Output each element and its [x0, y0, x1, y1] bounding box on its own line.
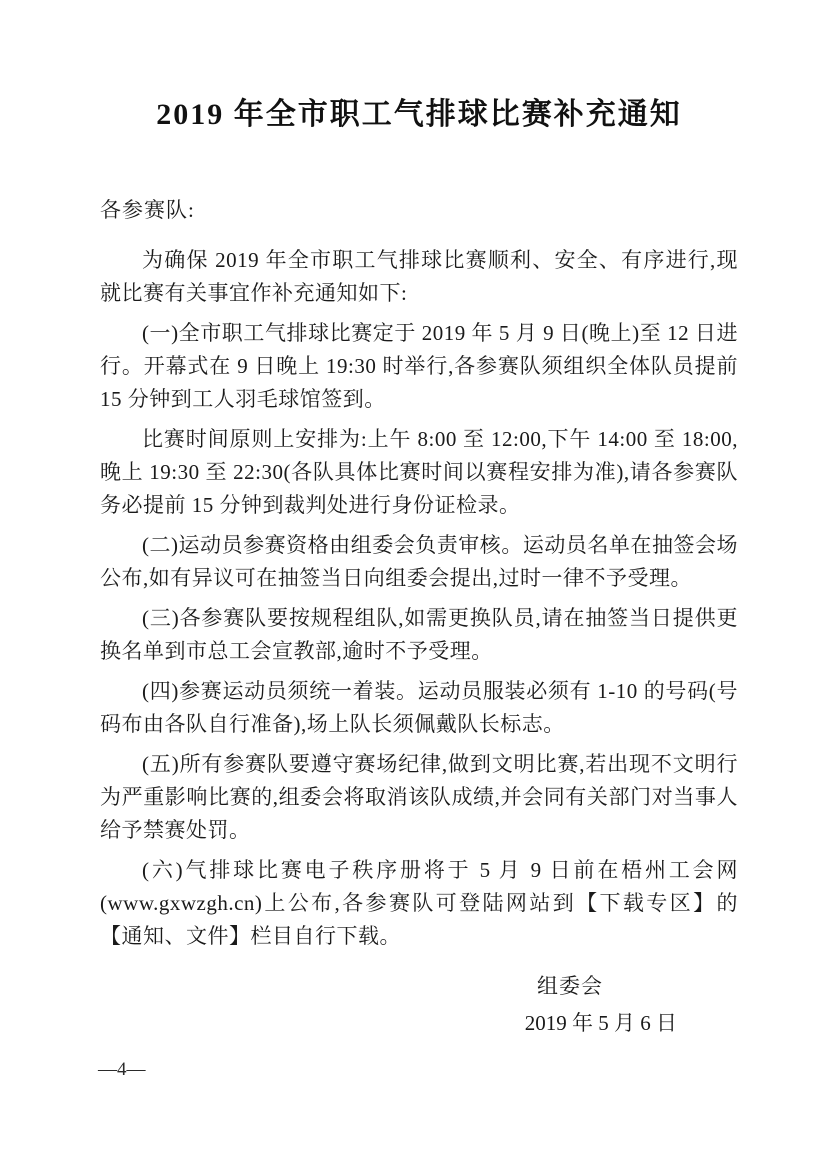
- signature-organization: 组委会: [537, 974, 603, 998]
- salutation: 各参赛队:: [100, 198, 195, 222]
- paragraph-item-4: (四)参赛运动员须统一着装。运动员服装必须有 1-10 的号码(号码布由各队自行准备),场上队长须佩戴队长标志。: [100, 679, 738, 736]
- paragraph-item-1: (一)全市职工气排球比赛定于 2019 年 5 月 9 日(晚上)至 12 日进行。开幕式在 9 日晚上 19:30 时举行,各参赛队须组织全体队员提前 15 分钟到工人羽毛球馆签到。: [100, 321, 738, 411]
- paragraph-item-3: (三)各参赛队要按规程组队,如需更换队员,请在抽签当日提供更换名单到市总工会宣教部,逾时不予受理。: [100, 606, 738, 663]
- document-content: [100, 0, 738, 960]
- signature-date: 2019 年 5 月 6 日: [524, 1011, 677, 1035]
- document-title: 2019 年全市职工气排球比赛补充通知: [156, 98, 682, 131]
- paragraph-item-5: (五)所有参赛队要遵守赛场纪律,做到文明比赛,若出现不文明行为严重影响比赛的,组委会将取消该队成绩,并会同有关部门对当事人给予禁赛处罚。: [100, 752, 738, 842]
- paragraph-item-2: (二)运动员参赛资格由组委会负责审核。运动员名单在抽签会场公布,如有异议可在抽签当日向组委会提出,过时一律不予受理。: [100, 533, 738, 590]
- paragraph-preamble: 为确保 2019 年全市职工气排球比赛顺利、安全、有序进行,现就比赛有关事宜作补充通知如下:: [100, 248, 738, 305]
- paragraph-schedule: 比赛时间原则上安排为:上午 8:00 至 12:00,下午 14:00 至 18:00,晚上 19:30 至 22:30(各队具体比赛时间以赛程安排为准),请各参赛队务必提前 15 分钟到裁判处进行身份证检录。: [100, 427, 738, 517]
- page-number: —4—: [98, 1059, 146, 1080]
- paragraph-item-6: (六)气排球比赛电子秩序册将于 5 月 9 日前在梧州工会网(www.gxwzgh.cn)上公布,各参赛队可登陆网站到【下载专区】的【通知、文件】栏目自行下载。: [100, 858, 738, 948]
